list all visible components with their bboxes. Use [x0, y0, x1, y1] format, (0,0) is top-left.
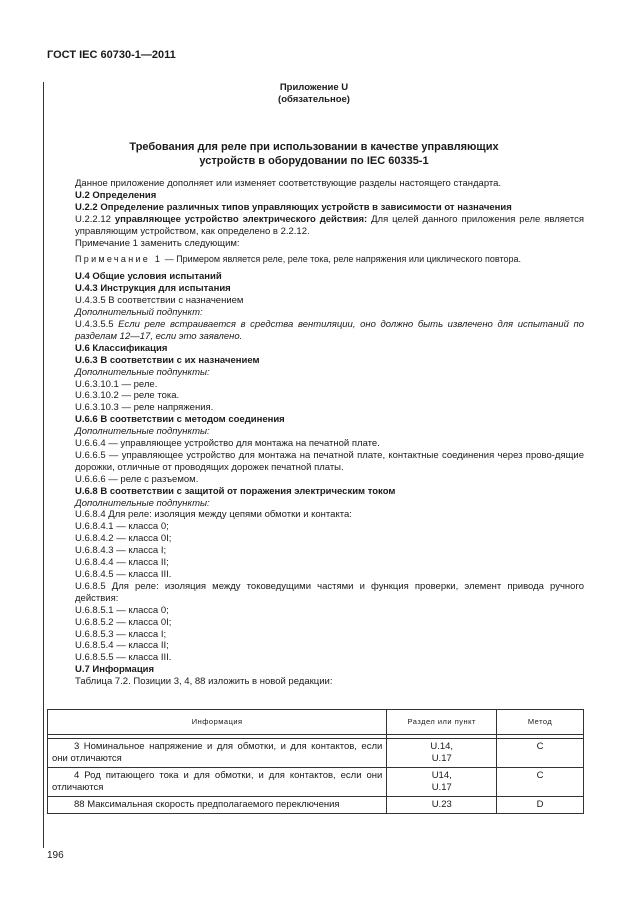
- table-header-row: [48, 710, 584, 735]
- clause-term: управляющее устройство электрического действия:: [114, 213, 368, 225]
- clause-u6853: U.6.8.5.3 — класса I;: [75, 628, 167, 640]
- clause-number: U.4.3.5.5: [75, 318, 114, 330]
- section-u7: U.7 Информация: [75, 664, 155, 676]
- clause-u6845: U.6.8.4.5 — класса III.: [75, 569, 172, 580]
- clause-u63102: U.6.3.10.2 — реле тока.: [75, 390, 180, 402]
- section-u66: U.6.6 В соответствии с методом соединения: [75, 414, 285, 426]
- body-text: [47, 178, 584, 688]
- intro-paragraph: Данное приложение дополняет или изменяет соответствующие разделы настоящего стандарта.: [75, 178, 502, 189]
- document-title: [44, 140, 584, 168]
- appendix-title: Приложение U: [279, 82, 349, 93]
- note-text: — Примером является реле, реле тока, реле напряжения или циклического повтора.: [162, 254, 522, 265]
- clause-u2212: [47, 214, 584, 238]
- table-cell-method: C: [497, 739, 584, 768]
- table-row: [48, 768, 584, 797]
- additional-subclause-label: Дополнительный подпункт:: [75, 307, 203, 319]
- clause-u684: U.6.8.4 Для реле: изоляция между цепями обмотки и контакта:: [75, 509, 352, 521]
- clause-u664: U.6.6.4 — управляющее устройство для монтажа на печатной плате.: [75, 438, 380, 450]
- table-cell-info: [48, 797, 387, 814]
- section-u68: U.6.8 В соответствии с защитой от поражения электрическим током: [75, 485, 396, 497]
- note-1: [47, 254, 584, 266]
- table-cell-method: C: [497, 768, 584, 797]
- clause-u685: U.6.8.5 Для реле: изоляция между токоведущими частями и функция проверки, элемент привода ручного действия:: [75, 580, 584, 604]
- section-u22: U.2.2 Определение различных типов управляющих устройств в зависимости от назначения: [75, 201, 512, 213]
- document-title-line1: Требования для реле при использовании в качестве управляющих: [129, 141, 499, 153]
- section-u4: U.4 Общие условия испытаний: [75, 271, 222, 283]
- section-u6: U.6 Классификация: [75, 342, 168, 354]
- clause-u6852: U.6.8.5.2 — класса 0I;: [75, 616, 172, 628]
- clause-u63101: U.6.3.10.1 — реле.: [75, 378, 158, 390]
- appendix-status: (обязательное): [278, 94, 350, 105]
- note-label: Примечание 1: [75, 254, 163, 265]
- table-cell-section: U.14, U.17: [387, 739, 497, 768]
- clause-u4355: [47, 319, 584, 343]
- clause-u665: U.6.6.5 — управляющее устройство для монтажа на печатной плате, контактные соединения через прово-дящие дорожки, отличные от проводящих дорожек печатной платы.: [75, 449, 584, 473]
- additional-subclauses-label: Дополнительные подпункты:: [75, 497, 210, 509]
- clause-u63103: U.6.3.10.3 — реле напряжения.: [75, 402, 214, 414]
- additional-subclauses-label: Дополнительные подпункты:: [75, 366, 210, 378]
- clause-u6851: U.6.8.5.1 — класса 0;: [75, 604, 169, 616]
- column-header-method: Метод: [497, 710, 584, 735]
- table-cell-method: D: [497, 797, 584, 814]
- margin-rule: [43, 82, 44, 848]
- appendix-heading: [44, 82, 584, 106]
- clause-text: Для целей данного приложения реле является управляющим устройством, как определено в 2.2.12.: [75, 213, 584, 237]
- table-row: [48, 739, 584, 768]
- standard-header: ГОСТ IEC 60730-1—2011: [47, 49, 176, 61]
- information-table: [47, 709, 584, 814]
- clause-number: U.2.2.12: [75, 213, 111, 225]
- clause-u6855: U.6.8.5.5 — класса III.: [75, 652, 172, 664]
- row-info-text: 4 Род питающего тока и для обмотки, и для контактов, если они отличаются: [52, 770, 383, 793]
- section-u43: U.4.3 Инструкция для испытания: [75, 283, 231, 295]
- column-header-section: Раздел или пункт: [387, 710, 497, 735]
- table-cell-info: [48, 739, 387, 768]
- page-number: 196: [47, 850, 64, 861]
- table-row: [48, 797, 584, 814]
- document-title-line2: устройств в оборудовании по IEC 60335-1: [199, 155, 429, 167]
- additional-subclauses-label: Дополнительные подпункты:: [75, 426, 210, 438]
- table-cell-info: [48, 768, 387, 797]
- clause-u6841: U.6.8.4.1 — класса 0;: [75, 521, 169, 533]
- section-u63: U.6.3 В соответствии с их назначением: [75, 354, 260, 366]
- clause-u666: U.6.6.6 — реле с разъемом.: [75, 473, 199, 485]
- row-info-text: 3 Номинальное напряжение и для обмотки, и для контактов, если они отличаются: [52, 741, 383, 764]
- clause-u6842: U.6.8.4.2 — класса 0I;: [75, 533, 172, 545]
- column-header-info: Информация: [48, 710, 387, 735]
- clause-u6844: U.6.8.4.4 — класса II;: [75, 557, 169, 569]
- clause-u435: U.4.3.5 В соответствии с назначением: [75, 295, 244, 307]
- clause-u6854: U.6.8.5.4 — класса II;: [75, 640, 169, 652]
- section-u2: U.2 Определения: [75, 189, 157, 201]
- clause-text: Если реле встраивается в средства вентиляции, оно должно быть извлечено для испытаний по разделам 12—17, если это заявлено.: [75, 318, 584, 342]
- note-replace: Примечание 1 заменить следующим:: [75, 237, 240, 249]
- row-info-text: 88 Максимальная скорость предполагаемого переключения: [74, 799, 340, 810]
- table-intro: Таблица 7.2. Позиции 3, 4, 88 изложить в новой редакции:: [75, 676, 333, 688]
- table-cell-section: U.23: [387, 797, 497, 814]
- clause-u6843: U.6.8.4.3 — класса I;: [75, 545, 167, 557]
- table-cell-section: U14, U.17: [387, 768, 497, 797]
